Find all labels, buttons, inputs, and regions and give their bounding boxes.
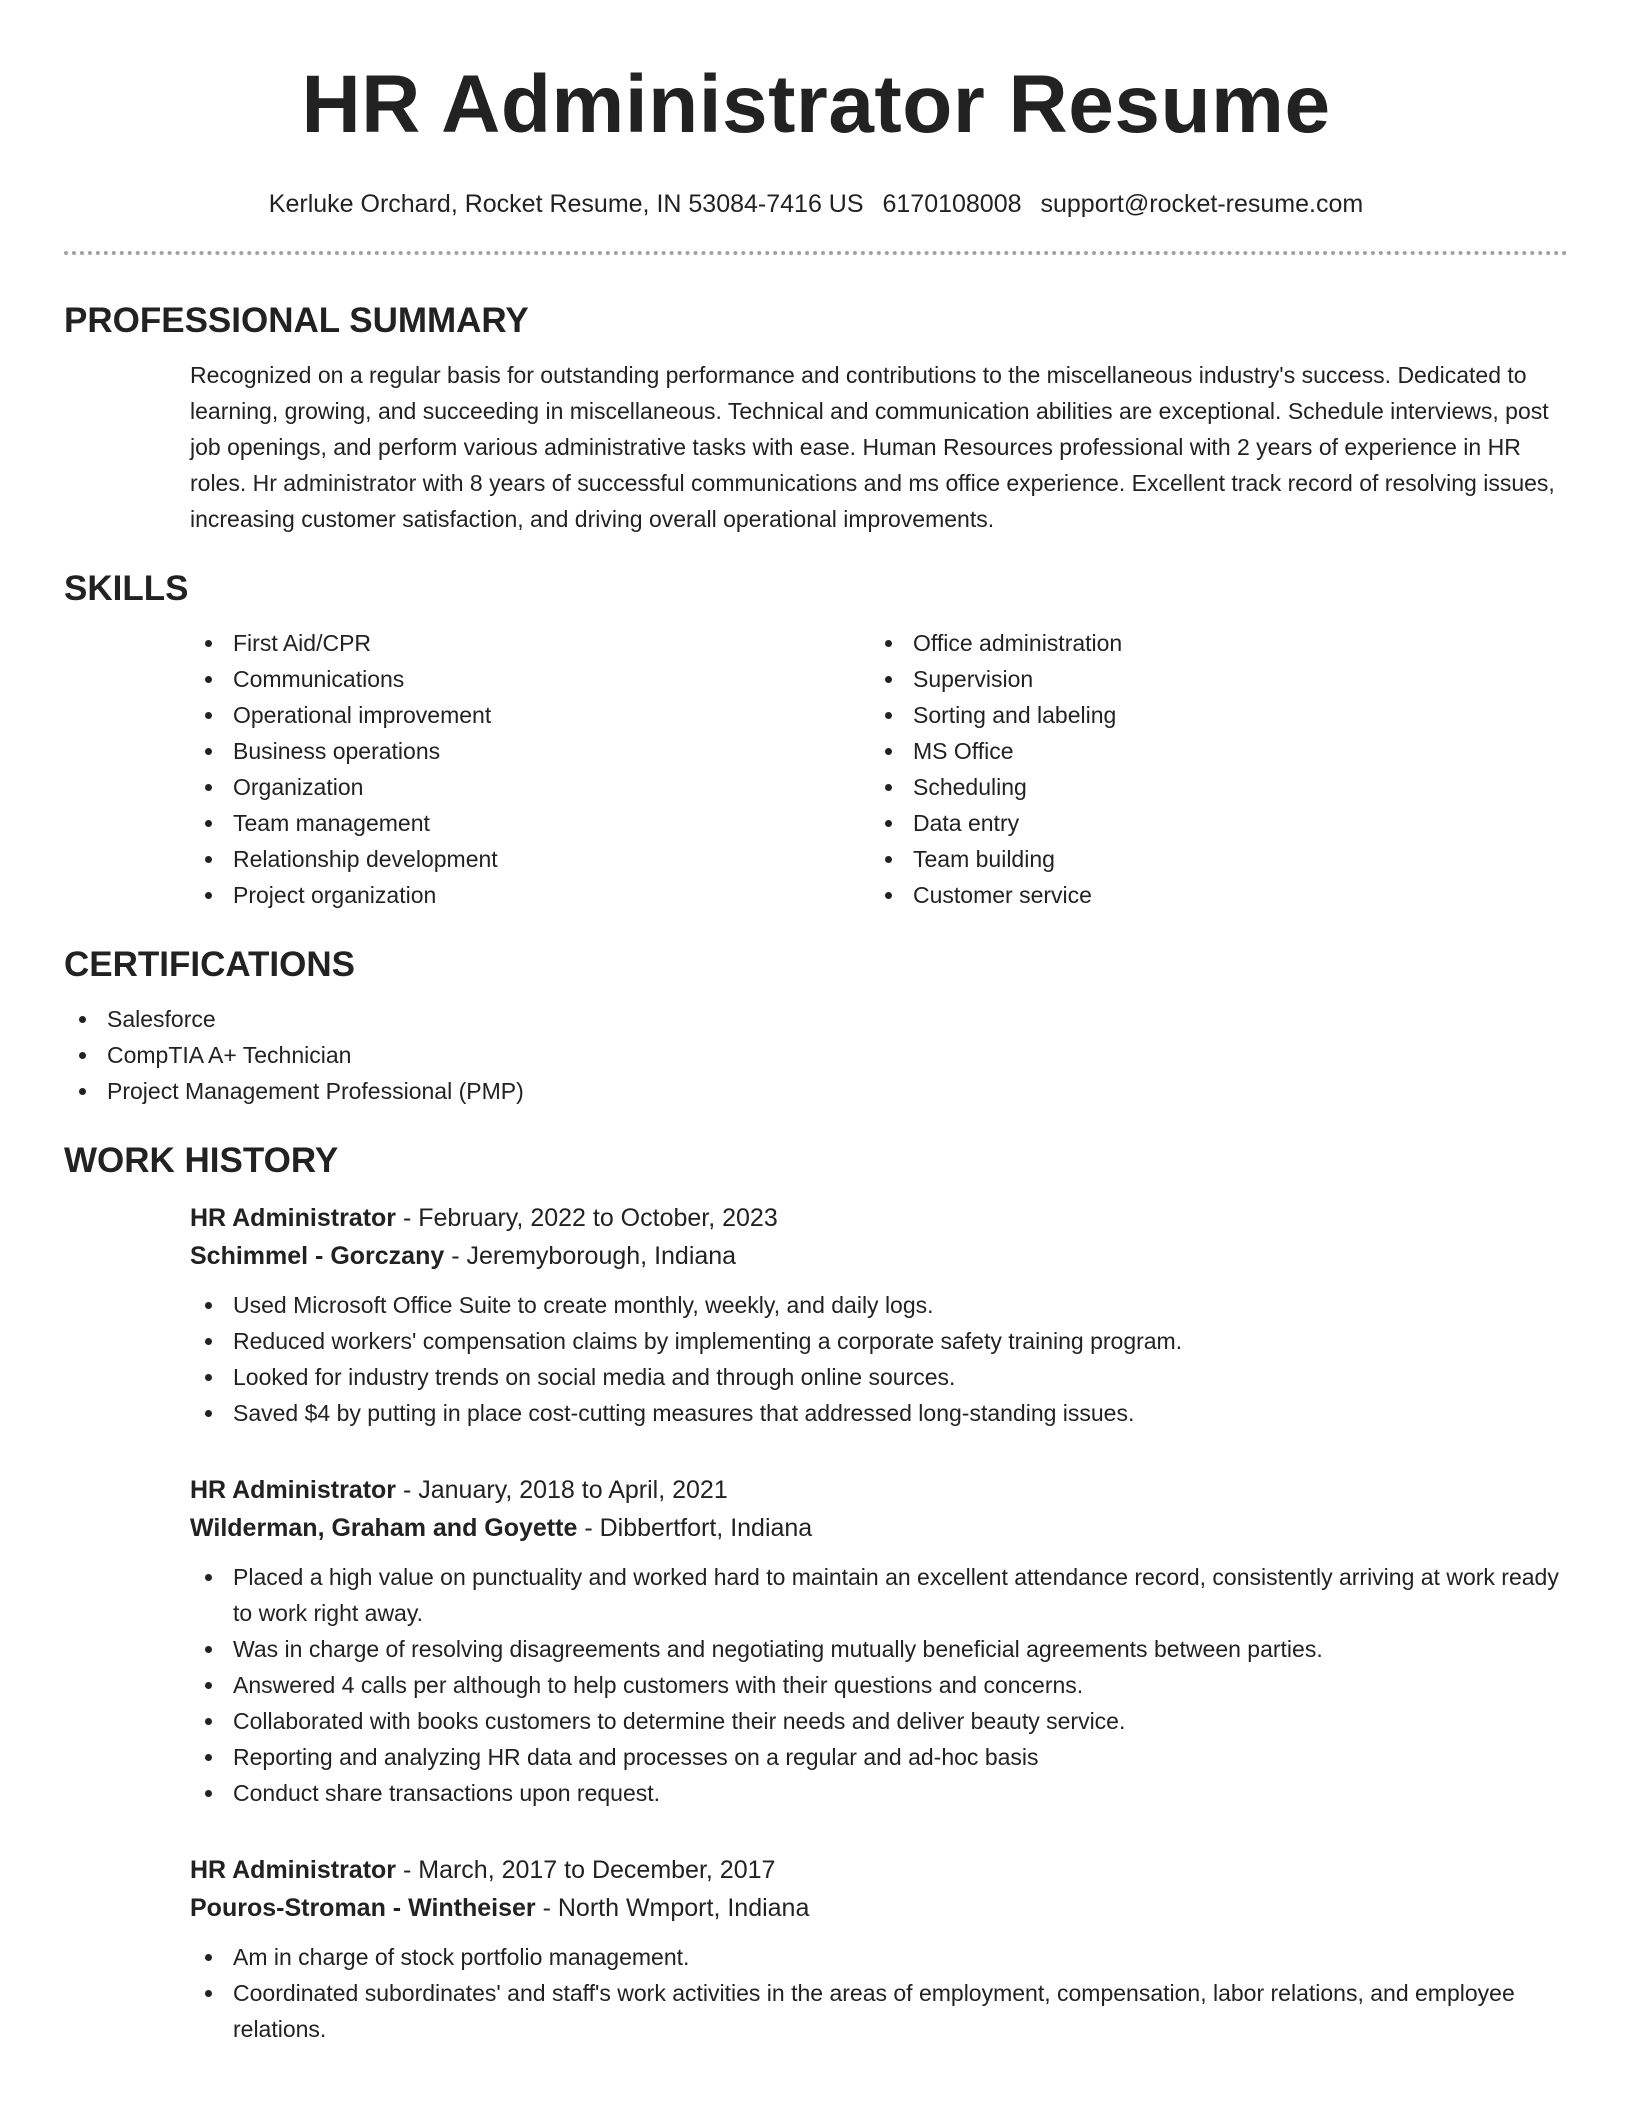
job-duty-item: Reporting and analyzing HR data and processes on a regular and ad-hoc basis [190, 1739, 1568, 1775]
job-dates: - March, 2017 to December, 2017 [396, 1856, 776, 1884]
job-duty-item: Coordinated subordinates' and staff's work activities in the areas of employment, compensation, labor relations, and employee relations. [190, 1975, 1568, 2047]
skill-item: Team management [190, 805, 870, 841]
job-entry [64, 1471, 1568, 1811]
skills-section [64, 567, 1568, 913]
job-location: - Dibbertfort, Indiana [577, 1514, 813, 1542]
job-title: HR Administrator [190, 1476, 397, 1504]
summary-section [64, 299, 1568, 537]
certifications-list [64, 1001, 1568, 1109]
job-title-line [190, 1199, 1568, 1237]
job-location: - North Wmport, Indiana [535, 1894, 810, 1922]
summary-heading: PROFESSIONAL SUMMARY [64, 301, 529, 340]
skills-grid [64, 611, 1568, 913]
job-duties-list [190, 1939, 1568, 2047]
header-divider [64, 251, 1568, 255]
job-entry [64, 1851, 1568, 2047]
job-company-line [190, 1509, 1568, 1547]
job-duties-list [190, 1559, 1568, 1811]
resume-title: HR Administrator Resume [301, 59, 1331, 150]
skill-item: Communications [190, 661, 870, 697]
certification-item: CompTIA A+ Technician [64, 1037, 1568, 1073]
job-company-line [190, 1237, 1568, 1275]
skills-list-left [190, 625, 870, 913]
skill-item: Data entry [870, 805, 1550, 841]
job-title: HR Administrator [190, 1204, 397, 1232]
job-duty-item: Used Microsoft Office Suite to create monthly, weekly, and daily logs. [190, 1287, 1568, 1323]
job-company-line [190, 1889, 1568, 1927]
skill-item: Customer service [870, 877, 1550, 913]
job-company: Pouros-Stroman - Wintheiser [190, 1894, 536, 1922]
certifications-heading: CERTIFICATIONS [64, 945, 356, 984]
contact-email: support@rocket-resume.com [1040, 190, 1364, 218]
skill-item: Team building [870, 841, 1550, 877]
contact-address: Kerluke Orchard, Rocket Resume, IN 53084-7416 US [268, 190, 864, 218]
job-title-line [190, 1851, 1568, 1889]
job-duty-item: Reduced workers' compensation claims by implementing a corporate safety training program. [190, 1323, 1568, 1359]
job-duty-item: Saved $4 by putting in place cost-cutting measures that addressed long-standing issues. [190, 1395, 1568, 1431]
job-duty-item: Looked for industry trends on social media and through online sources. [190, 1359, 1568, 1395]
skill-item: First Aid/CPR [190, 625, 870, 661]
job-dates: - February, 2022 to October, 2023 [396, 1204, 778, 1232]
skill-item: Business operations [190, 733, 870, 769]
job-duty-item: Was in charge of resolving disagreements and negotiating mutually beneficial agreements between parties. [190, 1631, 1568, 1667]
skill-item: Supervision [870, 661, 1550, 697]
skill-item: Sorting and labeling [870, 697, 1550, 733]
skill-item: MS Office [870, 733, 1550, 769]
job-title: HR Administrator [190, 1856, 397, 1884]
job-company: Schimmel - Gorczany [190, 1242, 445, 1270]
job-duty-item: Am in charge of stock portfolio management. [190, 1939, 1568, 1975]
skill-item: Operational improvement [190, 697, 870, 733]
job-entry [64, 1199, 1568, 1431]
job-dates: - January, 2018 to April, 2021 [396, 1476, 728, 1504]
job-duty-item: Collaborated with books customers to determine their needs and deliver beauty service. [190, 1703, 1568, 1739]
skill-item: Organization [190, 769, 870, 805]
contact-phone: 6170108008 [882, 190, 1022, 218]
skill-item: Relationship development [190, 841, 870, 877]
skill-item: Scheduling [870, 769, 1550, 805]
certification-item: Project Management Professional (PMP) [64, 1073, 1568, 1109]
job-title-line [190, 1471, 1568, 1509]
job-duty-item: Placed a high value on punctuality and worked hard to maintain an excellent attendance record, consistently arriving at work ready to work right away. [190, 1559, 1568, 1631]
contact-line [64, 187, 1568, 221]
work-history-heading: WORK HISTORY [64, 1141, 339, 1180]
job-duty-item: Answered 4 calls per although to help customers with their questions and concerns. [190, 1667, 1568, 1703]
skill-item: Project organization [190, 877, 870, 913]
skills-list-right [870, 625, 1550, 913]
job-duties-list [190, 1287, 1568, 1431]
summary-text: Recognized on a regular basis for outstanding performance and contributions to the miscellaneous industry's success. Dedicated to learning, growing, and succeeding in miscellaneous. Technical and communication abilities are exceptional. Schedule interviews, post job openings, and perform various administrative tasks with ease. Human Resources professional with 2 years of experience in HR roles. Hr administrator with 8 years of successful communications and ms office experience. Excellent track record of resolving issues, increasing customer satisfaction, and driving overall operational improvements. [190, 362, 1555, 532]
certifications-section [64, 943, 1568, 1109]
skill-item: Office administration [870, 625, 1550, 661]
certification-item: Salesforce [64, 1001, 1568, 1037]
job-duty-item: Conduct share transactions upon request. [190, 1775, 1568, 1811]
skills-heading: SKILLS [64, 569, 189, 608]
job-company: Wilderman, Graham and Goyette [190, 1514, 578, 1542]
job-location: - Jeremyborough, Indiana [444, 1242, 737, 1270]
work-history-section [64, 1139, 1568, 2047]
